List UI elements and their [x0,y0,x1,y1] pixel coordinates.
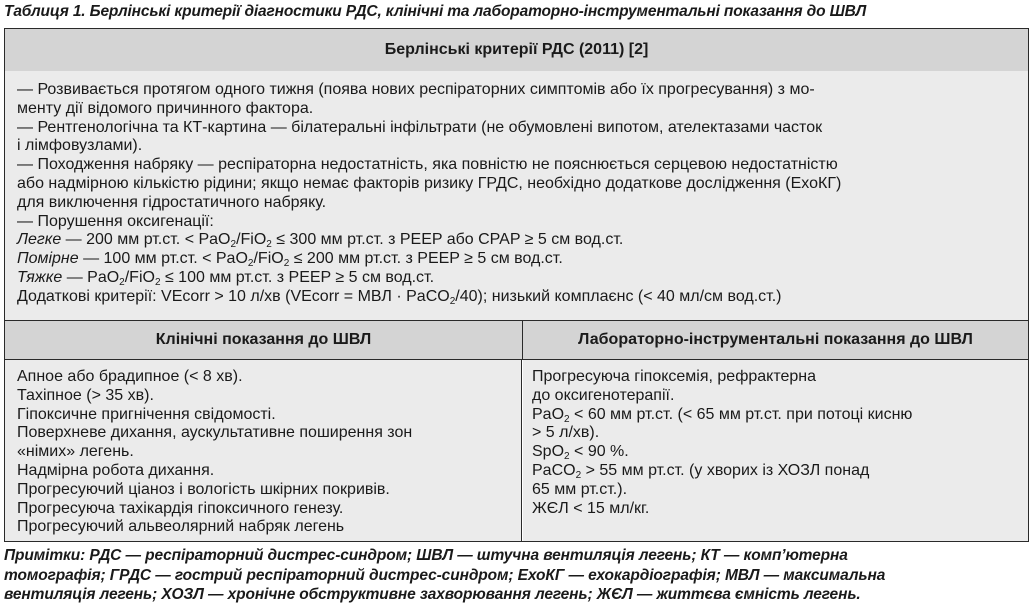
list-item: PaO$_2$ < 60 мм рт.ст. (< 65 мм рт.ст. при потоці кисню [532,405,913,425]
lab-indications-list [523,360,1028,541]
berlin-line: — Розвивається протягом одного тижня (поява нових респіраторних симптомів або їх прогресування) з мо- [17,81,815,98]
notes-line: Примітки: РДС — респіраторний дистрес-синдром; ШВЛ — штучна вентиляція легень; КТ — комп’ютерна [4,547,848,564]
severity-label: Легке [17,231,62,249]
oxygenation-severe: Тяжке — PaO$_2$/FiO$_2$ ≤ 100 мм рт.ст. з PEEP ≥ 5 см вод.ст. [17,268,435,288]
berlin-line: і лімфовузлами). [17,137,143,155]
berlin-line: для виключення гідростатичного набряку. [17,193,327,211]
table-notes [4,546,1032,605]
berlin-criteria-body [5,71,1028,321]
lab-indications-heading: Лабораторно-інструментальні показання до ШВЛ [523,321,1028,360]
clinical-indications-heading: Клінічні показання до ШВЛ [5,321,523,360]
berlin-criteria-heading: Берлінські критерії РДС (2011) [2] [5,29,1028,72]
list-item: > 5 л/хв). [532,424,600,442]
notes-line: томографія; ГРДС — гострий респіраторний дистрес-синдром; ЕхоКГ — ехокардіографія; МВЛ — максимальна [4,566,886,584]
list-item: до оксигенотерапії. [532,386,675,404]
table-caption: Таблиця 1. Берлінські критерії діагностики РДС, клінічні та лабораторно-інструментальні показання до ШВЛ [4,3,867,20]
criteria-table [4,28,1029,542]
list-item: Надмірна робота дихання. [17,461,215,479]
oxygenation-moderate: Помірне — 100 мм рт.ст. < PaO$_2$/FiO$_2$ ≤ 200 мм рт.ст. з PEEP ≥ 5 см вод.ст. [17,250,563,270]
list-item: Прогресуюча гіпоксемія, рефрактерна [532,368,817,385]
oxygenation-mild: Легке — 200 мм рт.ст. < PaO$_2$/FiO$_2$ ≤ 300 мм рт.ст. з PEEP або CPAP ≥ 5 см вод.ст. [17,231,624,251]
clinical-indications-list [5,360,522,541]
berlin-line: — Походження набряку — респіраторна недостатність, яка повністю не пояснюється серцевою недостатністю [17,156,838,174]
list-item: Прогресуючий альвеолярний набряк легень [17,518,345,536]
list-item: Апное або брадипное (< 8 хв). [17,368,243,385]
list-item: Поверхневе дихання, аускультативне поширення зон [17,424,413,442]
berlin-line: — Рентгенологічна та КТ-картина — білатеральні інфільтрати (не обумовлені випотом, ателектазами часток [17,118,823,136]
severity-label: Тяжке [17,268,63,286]
list-item: Гіпоксичне пригнічення свідомості. [17,405,276,423]
list-item: SpO$_2$ < 90 %. [532,443,629,463]
list-item: Тахіпное (> 35 хв). [17,386,154,404]
list-item: ЖЄЛ < 15 мл/кг. [532,499,650,517]
notes-line: вентиляція легень; ХОЗЛ — хронічне обструктивне захворювання легень; ЖЄЛ — життєва ємність легень. [4,586,861,603]
severity-label: Помірне [17,250,79,268]
list-item: Прогресуючий ціаноз і вологість шкірних покривів. [17,480,390,498]
additional-criteria: Додаткові критерії: VEcorr > 10 л/хв (VEcorr = МВЛ · PaCO$_2$/40); низький комплаєнс (< 40 мл/см вод.ст.) [17,287,782,307]
list-item: PaCO$_2$ > 55 мм рт.ст. (у хворих із ХОЗЛ понад [532,461,870,481]
berlin-line: або надмірною кількістю рідини; якщо немає факторів ризику ГРДС, необхідно додаткове дослідження (ЕхоКГ) [17,174,842,192]
list-item: «німих» легень. [17,443,134,461]
berlin-line: — Порушення оксигенації: [17,212,214,230]
list-item: Прогресуюча тахікардія гіпоксичного генезу. [17,499,344,517]
berlin-line: менту дії відомого причинного фактора. [17,99,314,117]
list-item: 65 мм рт.ст.). [532,480,628,498]
